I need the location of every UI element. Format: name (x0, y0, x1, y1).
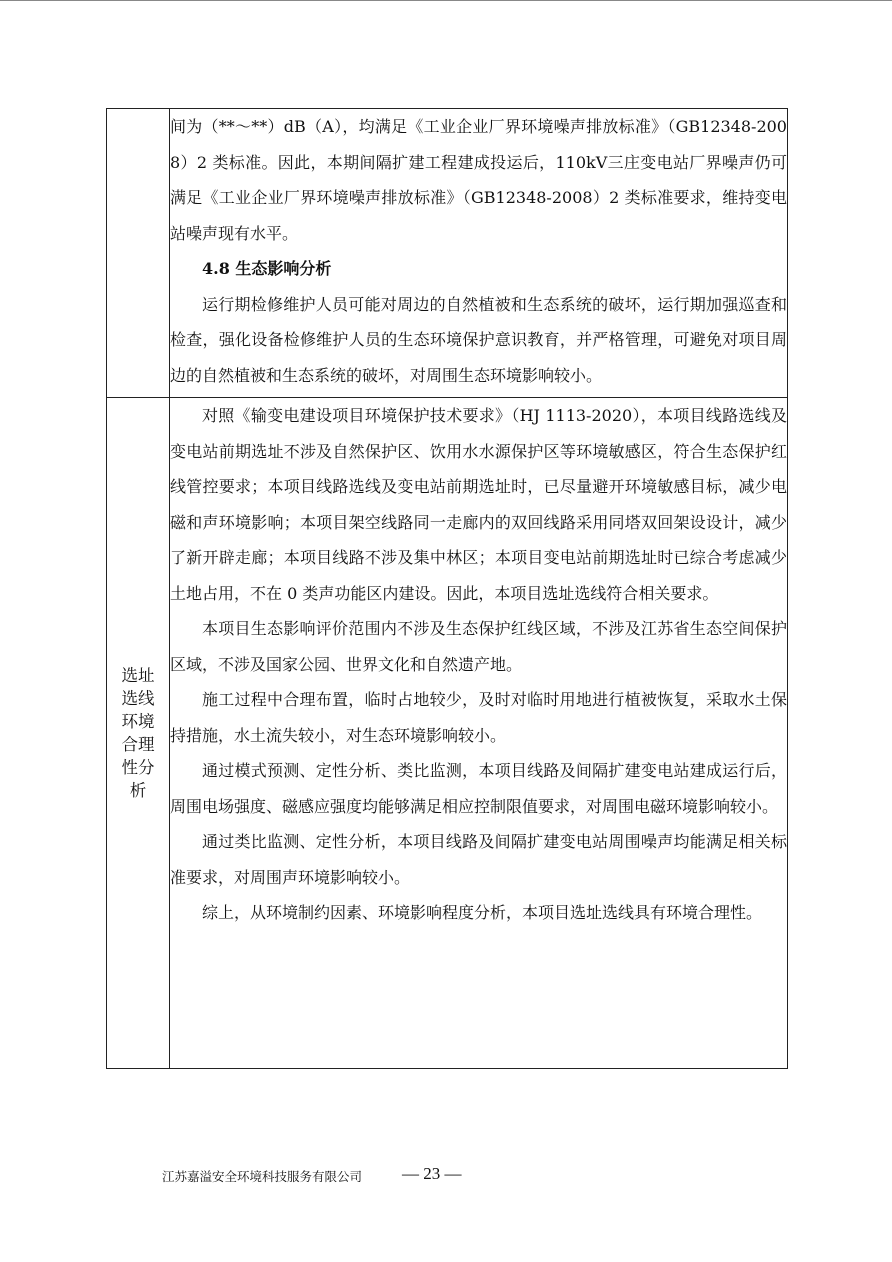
row-content-siting (170, 398, 788, 1069)
eco-paragraph: 运行期检修维护人员可能对周边的自然植被和生态系统的破坏，运行期加强巡查和检查，强化设备检修维护人员的生态环境保护意识教育，并严格管理，可避免对项目周边的自然植被和生态系统的破坏，对周围生态环境影响较小。 (170, 294, 787, 385)
siting-label: 选址选线环境合理性分析 (121, 666, 155, 800)
row-label-empty (107, 109, 170, 398)
footer-company: 江苏嘉溢安全环境科技服务有限公司 (162, 1169, 363, 1184)
siting-paragraph-3: 施工过程中合理布置，临时占地较少，及时对临时用地进行植被恢复，采取水土保持措施，水土流失较小，对生态环境影响较小。 (170, 690, 787, 745)
table-row-noise-eco (107, 109, 788, 398)
siting-paragraph-2: 本项目生态影响评价范围内不涉及生态保护红线区域，不涉及江苏省生态空间保护区域，不涉及国家公园、世界文化和自然遗产地。 (170, 619, 787, 674)
page-number: — 23 — (402, 1164, 462, 1183)
section-heading-eco: 4.8 生态影响分析 (202, 259, 332, 278)
row-label-siting (107, 398, 170, 1069)
noise-paragraph: 间为（**～**）dB（A），均满足《工业企业厂界环境噪声排放标准》（GB12348-2008）2 类标准。因此，本期间隔扩建工程建成投运后，110kV三庄变电站厂界噪声仍可满足《工业企业厂界环境噪声排放标准》（GB12348-2008）2 类标准要求，维持变电站噪声现有水平。 (170, 117, 787, 243)
siting-paragraph-1: 对照《输变电建设项目环境保护技术要求》（HJ 1113-2020），本项目线路选线及变电站前期选址不涉及自然保护区、饮用水水源保护区等环境敏感区，符合生态保护红线管控要求；本项目线路选线及变电站前期选址时，已尽量避开环境敏感目标，减少电磁和声环境影响；本项目架空线路同一走廊内的双回线路采用同塔双回架设设计，减少了新开辟走廊；本项目线路不涉及集中林区；本项目变电站前期选址时已综合考虑减少土地占用，不在 0 类声功能区内建设。因此，本项目选址选线符合相关要求。 (170, 406, 787, 603)
top-rule (0, 0, 892, 1)
table-row-siting (107, 398, 788, 1069)
row-content-noise-eco (170, 109, 788, 398)
page-footer (162, 1162, 722, 1192)
siting-paragraph-5: 通过类比监测、定性分析，本项目线路及间隔扩建变电站周围噪声均能满足相关标准要求，对周围声环境影响较小。 (170, 832, 787, 887)
report-table (106, 108, 788, 1069)
siting-paragraph-4: 通过模式预测、定性分析、类比监测，本项目线路及间隔扩建变电站建成运行后，周围电场强度、磁感应强度均能够满足相应控制限值要求，对周围电磁环境影响较小。 (170, 761, 787, 816)
siting-paragraph-6: 综上，从环境制约因素、环境影响程度分析，本项目选址选线具有环境合理性。 (202, 903, 763, 922)
